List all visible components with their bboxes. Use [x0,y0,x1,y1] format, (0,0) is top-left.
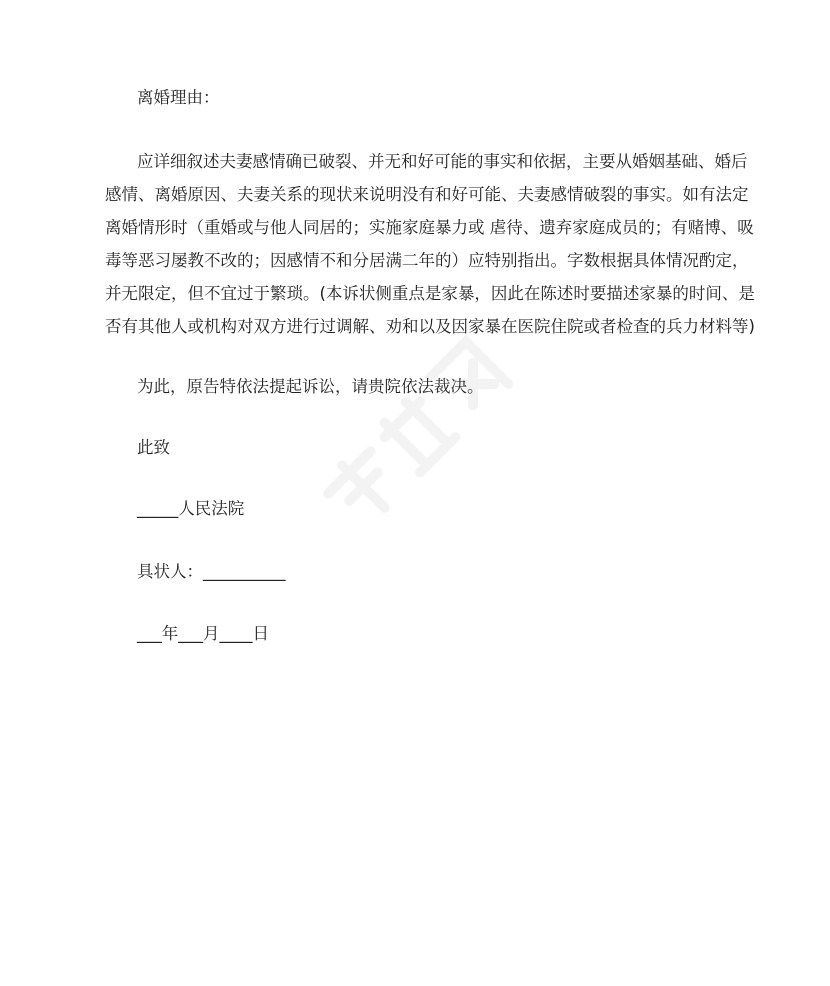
date-line: ___年___月____日 [137,624,269,643]
section-heading: 离婚理由： [137,88,220,107]
court-line: _____人民法院 [137,499,245,518]
plaintiff-signature: 具状人：__________ [137,562,286,581]
paragraph-line: 否有其他人或机构对双方进行过调解、劝和以及因家暴在医院住院或者检查的兵力材料等) [105,317,755,336]
watermark-graphic [290,300,550,560]
paragraph-line: 离婚情形时（重婚或与他人同居的；实施家庭暴力或 虐待、遗弃家庭成员的；有赌博、吸 [105,218,754,237]
paragraph-line: 毒等恶习屡教不改的；因感情不和分居满二年的）应特别指出。字数根据具体情况酌定， [105,251,749,270]
paragraph-line: 并无限定，但不宜过于繁琐。(本诉状侧重点是家暴，因此在陈述时要描述家暴的时间、是 [105,284,755,303]
paragraph-line: 感情、离婚原因、夫妻关系的现状来说明没有和好可能、夫妻感情破裂的事实。如有法定 [105,185,749,204]
request-text: 为此，原告特依法提起诉讼，请贵院依法裁决。 [137,377,484,396]
salutation: 此致 [137,438,170,457]
paragraph-line: 应详细叙述夫妻感情确已破裂、并无和好可能的事实和依据，主要从婚姻基础、婚后 [137,152,748,171]
